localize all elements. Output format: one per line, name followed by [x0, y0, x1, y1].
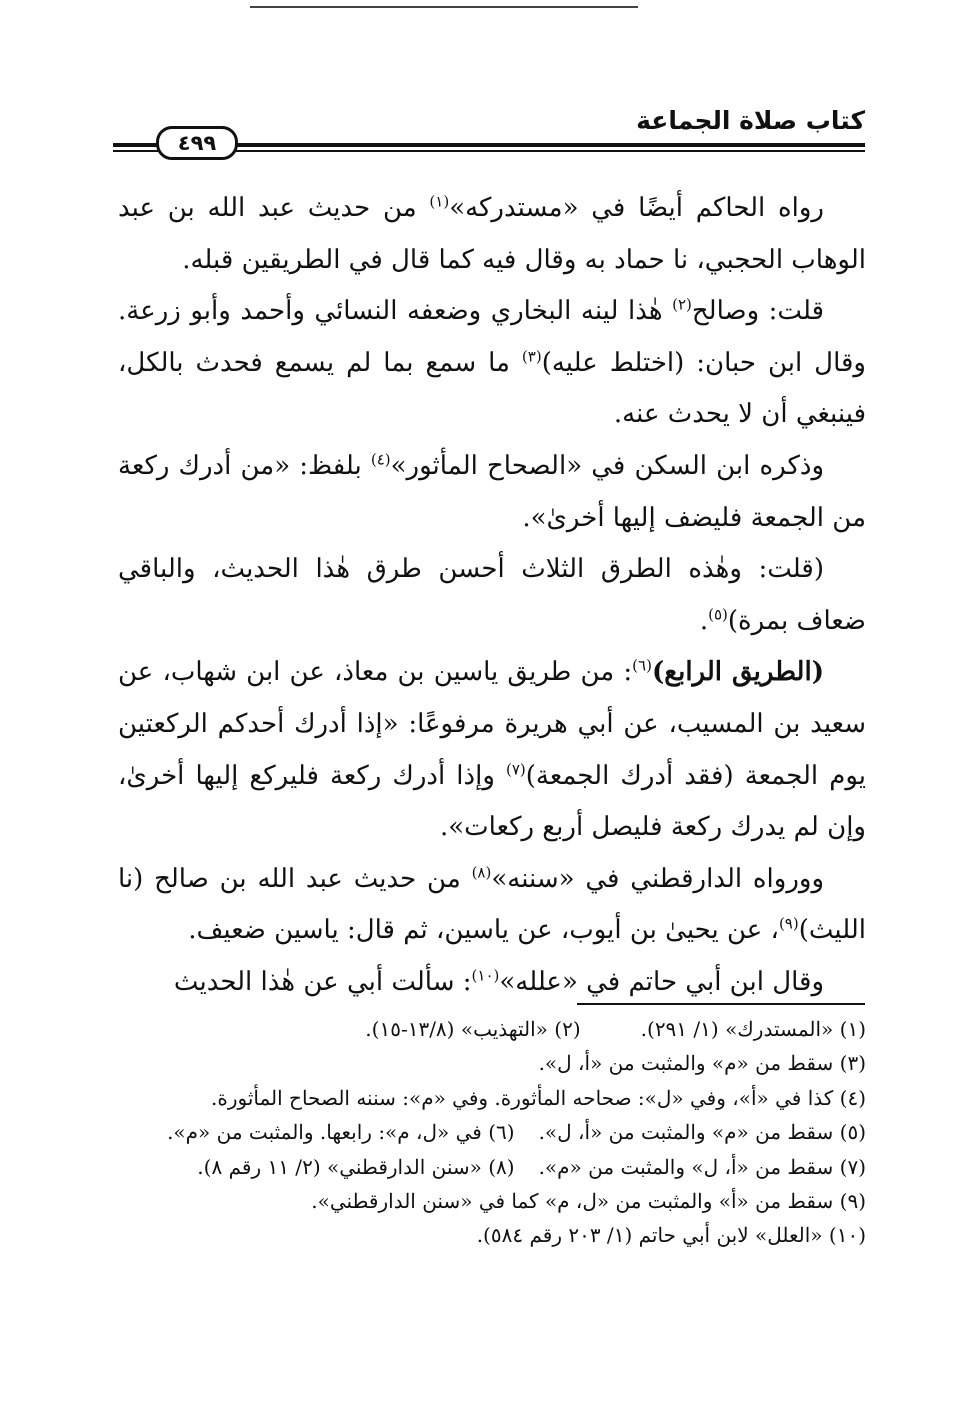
footnote-line — [118, 1012, 866, 1046]
footnote-5: (٥) سقط من «م» والمثبت من «أ، ل». — [538, 1120, 866, 1145]
footnote-ref: (٩) — [778, 914, 799, 933]
footnote-line — [118, 1218, 866, 1252]
text-run: . — [699, 605, 709, 636]
text-run: : من طريق ياسين بن معاذ، عن ابن شهاب، عن سعيد بن المسيب، عن أبي هريرة مرفوعًا: «إذا أدرك أحدكم الركعتين يوم الجمعة (فقد أدرك الجمعة) — [118, 657, 866, 791]
footnote-6: (٦) في «ل، م»: رابعها. والمثبت من «م». — [167, 1120, 515, 1145]
text-run: ، عن يحيىٰ بن أيوب، عن ياسين، ثم قال: ياسين ضعيف. — [188, 915, 779, 946]
text-run: وورواه الدارقطني في «سننه» — [491, 863, 824, 894]
footnote-10: (١٠) «العلل» لابن أبي حاتم (١/ ٢٠٣ رقم ٥٨٤). — [476, 1223, 866, 1248]
footnotes — [118, 1012, 866, 1253]
footnote-separator — [577, 1003, 865, 1005]
text-run: : سألت أبي عن هٰذا الحديث — [173, 966, 472, 997]
text-run: من حديث عبد الله بن عبد الوهاب الحجبي، نا حماد به وقال فيه كما قال في الطريقين قبله. — [118, 193, 866, 275]
footnote-line — [118, 1150, 866, 1184]
footnote-ref: (٦) — [632, 656, 652, 675]
paragraph — [118, 286, 866, 441]
paragraph — [118, 544, 866, 647]
text-run: هٰذا لينه البخاري وضعفه النسائي وأحمد وأبو زرعة. وقال ابن حبان: (اختلط عليه) — [118, 296, 866, 378]
text-run: رواه الحاكم أيضًا في «مستدركه» — [449, 193, 824, 223]
footnote-line — [118, 1115, 866, 1149]
section-heading: (الطريق الرابع) — [651, 657, 825, 688]
text-run: من حديث عبد الله بن صالح (نا الليث) — [118, 863, 866, 946]
text-run: وقال ابن أبي حاتم في «علله» — [499, 966, 824, 997]
text-run: ما سمع بما لم يسمع فحدث بالكل، فينبغي أن لا يحدث عنه. — [118, 347, 866, 430]
footnote-ref: (١٠) — [471, 966, 500, 985]
footnote-line — [118, 1184, 866, 1218]
footnote-ref: (٨) — [471, 863, 492, 882]
footnote-ref: (٣) — [521, 347, 542, 366]
footnote-ref: (٧) — [505, 759, 526, 778]
text-run: قلت: وصالح — [691, 296, 824, 327]
text-run: بلفظ: «من أدرك ركعة من الجمعة فليضف إليها أخرىٰ». — [118, 450, 866, 533]
paragraph — [118, 647, 866, 853]
text-run: وذكره ابن السكن في «الصحاح المأثور» — [390, 450, 825, 481]
footnote-9: (٩) سقط من «أ» والمثبت من «ل، م» كما في «سنن الدارقطني». — [311, 1189, 866, 1214]
top-rule — [250, 6, 638, 8]
footnote-3: (٣) سقط من «م» والمثبت من «أ، ل». — [538, 1051, 866, 1076]
text-run: وإذا أدرك ركعة فليركع إليها أخرىٰ، وإن لم يدرك ركعة فليصل أربع ركعات». — [118, 760, 866, 843]
footnote-7: (٧) سقط من «أ، ل» والمثبت من «م». — [538, 1154, 866, 1179]
footnote-4: (٤) كذا في «أ»، وفي «ل»: صحاحه المأثورة. وفي «م»: سننه الصحاح المأثورة. — [211, 1085, 866, 1110]
footnote-line — [118, 1081, 866, 1115]
main-text — [118, 183, 866, 1009]
footnote-ref: (١) — [429, 192, 450, 211]
footnote-ref: (٢) — [672, 295, 692, 314]
paragraph — [118, 183, 866, 286]
footnote-2: (٢) «التهذيب» (١٣/٨-١٥). — [365, 1017, 581, 1041]
running-header — [113, 104, 865, 160]
footnote-ref: (٥) — [708, 605, 728, 624]
paragraph — [118, 441, 866, 544]
footnote-8: (٨) «سنن الدارقطني» (٢/ ١١ رقم ٨). — [197, 1154, 515, 1179]
paragraph — [118, 854, 866, 957]
footnote-ref: (٤) — [370, 450, 391, 469]
text-run: (قلت: وهٰذه الطرق الثلاث أحسن طرق هٰذا الحديث، والباقي ضعاف بمرة) — [118, 554, 866, 636]
book-title: كتاب صلاة الجماعة — [636, 106, 865, 135]
footnote-1: (١) «المستدرك» (١/ ٢٩١). — [640, 1017, 866, 1041]
footnote-line — [118, 1046, 866, 1080]
page-number: ٤٩٩ — [156, 126, 238, 160]
paragraph — [118, 957, 866, 1009]
